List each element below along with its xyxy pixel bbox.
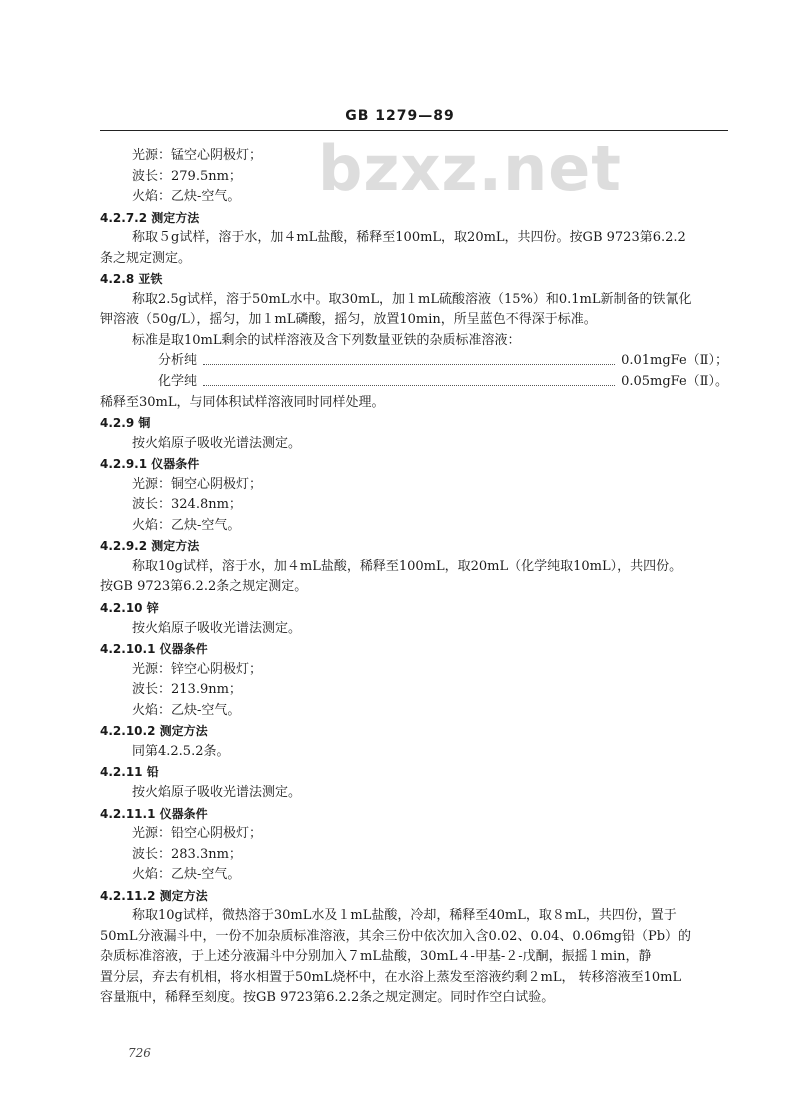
paragraph-line: 火焰：乙炔-空气。	[132, 517, 241, 533]
paragraph-line: 钾溶液（50g/L），摇匀，加１mL磷酸，摇匀，放置10min，所呈蓝色不得深于标准。	[100, 312, 597, 328]
paragraph-line: 光源：铅空心阴极灯；	[132, 826, 263, 842]
document-body	[100, 146, 730, 1009]
watermark: bzxz.net	[318, 132, 622, 205]
paragraph-line: 光源：铜空心阴极灯；	[132, 476, 263, 492]
paragraph-line: 火焰：乙炔-空气。	[132, 702, 241, 718]
section-heading: 4.2.11 铅	[100, 765, 159, 780]
grade-label: 分析纯	[158, 353, 198, 369]
paragraph-line: 按火焰原子吸收光谱法测定。	[132, 435, 302, 451]
page-number: 726	[128, 1046, 151, 1060]
paragraph-line: 50mL分液漏斗中，一份不加杂质标准溶液，其余三份中依次加入含0.02、0.04、0.06mg铅（Pb）的	[100, 928, 692, 944]
paragraph-line: 按火焰原子吸收光谱法测定。	[132, 784, 302, 800]
paragraph-line: 波长：213.9nm；	[132, 682, 242, 698]
paragraph-line: 称取５g试样，溶于水，加４mL盐酸，稀释至100mL，取20mL，共四份。按GB 9723第6.2.2	[132, 230, 686, 246]
paragraph-line: 光源：锌空心阴极灯；	[132, 661, 263, 677]
paragraph-line: 同第4.2.5.2条。	[132, 743, 230, 759]
grade-label: 化学纯	[158, 374, 198, 390]
paragraph-line: 稀释至30mL，与同体积试样溶液同时同样处理。	[100, 394, 385, 410]
paragraph-line: 条之规定测定。	[100, 250, 192, 266]
dot-leader	[203, 385, 615, 386]
section-heading: 4.2.8 亚铁	[100, 272, 163, 287]
paragraph-line: 容量瓶中，稀释至刻度。按GB 9723第6.2.2条之规定测定。同时作空白试验。	[100, 990, 555, 1006]
dot-leader	[203, 364, 615, 365]
paragraph-line: 置分层，弃去有机相，将水相置于50mL烧杯中，在水浴上蒸发至溶液约剩２mL， 转移溶液至10mL	[100, 969, 682, 985]
grade-value: 0.05mgFe（Ⅱ）。	[621, 374, 728, 390]
section-heading: 4.2.10.1 仪器条件	[100, 642, 208, 657]
section-heading: 4.2.9 铜	[100, 416, 151, 431]
standard-grade-row	[100, 372, 730, 393]
paragraph-line: 光源：锰空心阴极灯；	[132, 148, 263, 163]
paragraph-line: 杂质标准溶液，于上述分液漏斗中分别加入７mL盐酸，30mL４-甲基-２-戊酮，振摇１min，静	[100, 949, 652, 965]
section-heading: 4.2.11.2 测定方法	[100, 888, 208, 903]
paragraph-line: 波长：283.3nm；	[132, 846, 242, 862]
section-heading: 4.2.9.2 测定方法	[100, 539, 200, 554]
paragraph-line: 火焰：乙炔-空气。	[132, 867, 241, 883]
grade-value: 0.01mgFe（Ⅱ）；	[621, 353, 728, 369]
paragraph-line: 称取10g试样，微热溶于30mL水及１mL盐酸，冷却，稀释至40mL，取８mL，共四份，置于	[132, 908, 677, 924]
section-heading: 4.2.10.2 测定方法	[100, 724, 208, 739]
section-heading: 4.2.9.1 仪器条件	[100, 457, 200, 472]
paragraph-line: 波长：324.8nm；	[132, 497, 242, 513]
paragraph-line: 按GB 9723第6.2.2条之规定测定。	[100, 579, 308, 595]
section-heading: 4.2.7.2 测定方法	[100, 210, 200, 225]
paragraph-line: 火焰：乙炔-空气。	[132, 189, 241, 205]
paragraph-line: 按火焰原子吸收光谱法测定。	[132, 620, 302, 636]
paragraph-line: 称取2.5g试样，溶于50mL水中。取30mL，加１mL硫酸溶液（15%）和0.1mL新制备的铁氰化	[132, 291, 692, 307]
paragraph-line: 称取10g试样，溶于水，加４mL盐酸，稀释至100mL，取20mL（化学纯取10mL），共四份。	[132, 558, 683, 574]
header-rule	[100, 130, 728, 131]
section-heading: 4.2.10 锌	[100, 601, 159, 616]
section-heading: 4.2.11.1 仪器条件	[100, 806, 208, 821]
paragraph-line: 波长：279.5nm；	[132, 168, 242, 184]
standard-number-header: GB 1279—89	[345, 108, 455, 124]
standard-grade-row	[100, 351, 730, 372]
paragraph-line: 标准是取10mL剩余的试样溶液及含下列数量亚铁的杂质标准溶液：	[132, 332, 521, 348]
